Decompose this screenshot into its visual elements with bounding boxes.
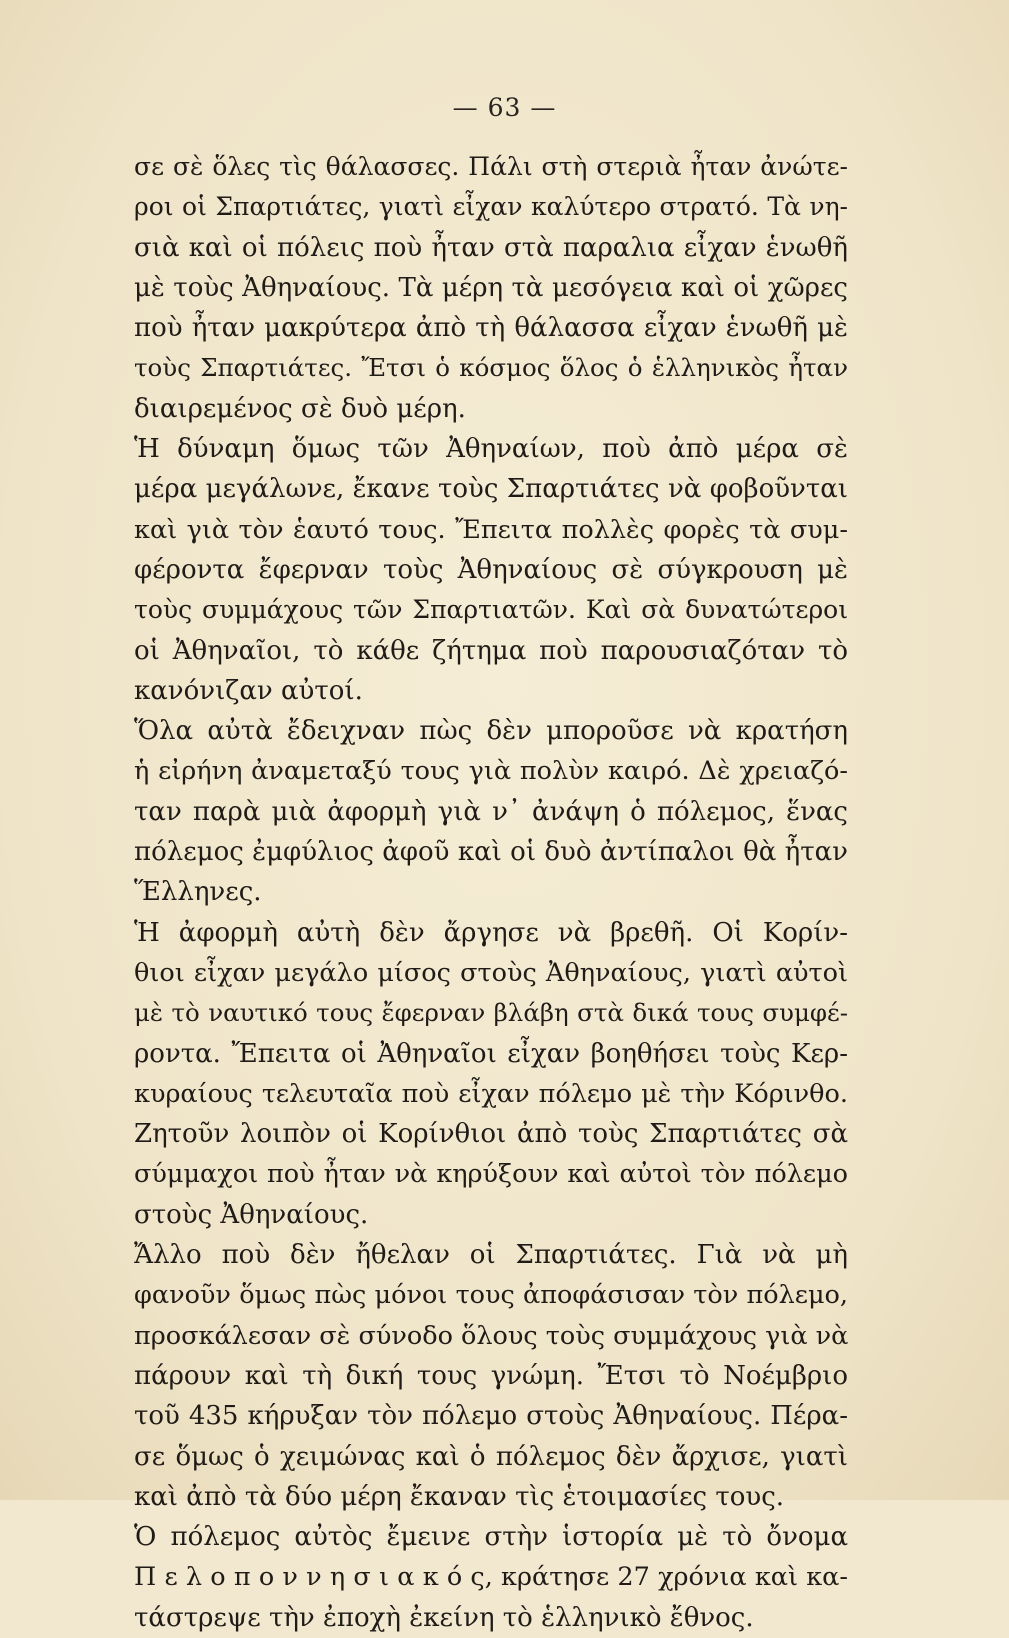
text-line: ταν παρὰ μιὰ ἀφορμὴ γιὰ ν᾽ ἀνάψη ὁ πόλεμος, ἕνας (134, 796, 848, 827)
text-line: πόλεμος ἐμφύλιος ἀφοῦ καὶ οἱ δυὸ ἀντίπαλοι θὰ ἦταν (134, 837, 848, 868)
text-line: μέρα μεγάλωνε, ἔκανε τοὺς Σπαρτιάτες νὰ φοβοῦνται (134, 474, 848, 505)
text-line: ποὺ ἦταν μακρύτερα ἀπὸ τὴ θάλασσα εἶχαν ἑνωθῆ μὲ (134, 313, 848, 344)
text-line: διαιρεμένος σὲ δυὸ μέρη. (134, 393, 466, 424)
text-line: τοὺς συμμάχους τῶν Σπαρτιατῶν. Καὶ σὰ δυνατώτεροι (134, 595, 848, 625)
text-line: τοῦ 435 κήρυξαν τὸν πόλεμο στοὺς Ἀθηναίους. Πέρα- (134, 1401, 848, 1432)
text-line: Ἡ δύναμη ὅμως τῶν Ἀθηναίων, ποὺ ἀπὸ μέρα σὲ (134, 434, 848, 465)
text-line: φανοῦν ὅμως πὼς μόνοι τους ἀποφάσισαν τὸν πόλεμο, (134, 1280, 848, 1311)
text-line: ἡ εἰρήνη ἀναμεταξύ τους γιὰ πολὺν καιρό. Δὲ χρειαζό- (134, 756, 848, 787)
text-line: τοὺς Σπαρτιάτες. Ἔτσι ὁ κόσμος ὅλος ὁ ἑλληνικὸς ἦταν (134, 353, 848, 383)
text-line: καὶ γιὰ τὸν ἑαυτό τους. Ἔπειτα πολλὲς φορὲς τὰ συμ- (134, 514, 848, 545)
text-line: μὲ τοὺς Ἀθηναίους. Τὰ μέρη τὰ μεσόγεια καὶ οἱ χῶρες (134, 272, 848, 303)
text-line: φέροντα ἔφερναν τοὺς Ἀθηναίους σὲ σύγκρουση μὲ (134, 554, 848, 585)
text-line: σε ὅμως ὁ χειμώνας καὶ ὁ πόλεμος δὲν ἄρχισε, γιατὶ (134, 1441, 848, 1472)
text-line: κυραίους τελευταῖα ποὺ εἶχαν πόλεμο μὲ τὴν Κόρινθο. (134, 1078, 848, 1109)
text-line: καὶ ἀπὸ τὰ δύο μέρη ἔκαναν τὶς ἑτοιμασίες τους. (134, 1481, 785, 1512)
text-line: προσκάλεσαν σὲ σύνοδο ὅλους τοὺς συμμάχους γιὰ νὰ (134, 1320, 849, 1351)
text-line: Ὅλα αὐτὰ ἔδειχναν πὼς δὲν μποροῦσε νὰ κρατήση (134, 716, 848, 747)
text-line: σύμμαχοι ποὺ ἦταν νὰ κηρύξουν καὶ αὐτοὶ τὸν πόλεμο (134, 1159, 848, 1190)
text-line: πάρουν καὶ τὴ δική τους γνώμη. Ἔτσι τὸ Νοέμβριο (134, 1360, 848, 1391)
text-line: τάστρεψε τὴν ἐποχὴ ἐκείνη τὸ ἑλληνικὸ ἔθνος. (134, 1602, 754, 1633)
text-line: Ἡ ἀφορμὴ αὐτὴ δὲν ἄργησε νὰ βρεθῆ. Οἱ Κορίν- (134, 917, 848, 948)
text-line: οἱ Ἀθηναῖοι, τὸ κάθε ζήτημα ποὺ παρουσιαζόταν τὸ (134, 635, 848, 666)
text-line: Ζητοῦν λοιπὸν οἱ Κορίνθιοι ἀπὸ τοὺς Σπαρτιάτες σὰ (134, 1119, 848, 1150)
text-line: μὲ τὸ ναυτικό τους ἔφερναν βλάβη στὰ δικά τους συμφέ- (134, 998, 848, 1028)
text-line: ροι οἱ Σπαρτιάτες, γιατὶ εἶχαν καλύτερο στρατό. Τὰ νη- (134, 192, 848, 222)
text-line: στοὺς Ἀθηναίους. (134, 1199, 369, 1230)
text-line: θιοι εἶχαν μεγάλο μίσος στοὺς Ἀθηναίους, γιατὶ αὐτοὶ (134, 957, 848, 988)
text-line: Π ε λ ο π ο ν ν η σ ι α κ ό ς, κράτησε 27 χρόνια καὶ κα- (134, 1562, 848, 1593)
text-line: Ὁ πόλεμος αὐτὸς ἔμεινε στὴν ἱστορία μὲ τὸ ὄνομα (134, 1522, 848, 1553)
text-line: Ἕλληνες. (134, 877, 262, 908)
body-text (134, 147, 848, 1638)
text-line: κανόνιζαν αὐτοί. (134, 675, 363, 706)
text-line: σε σὲ ὅλες τὶς θάλασσες. Πάλι στὴ στεριὰ ἦταν ἀνώτε- (134, 152, 848, 181)
page-number: — 63 — (452, 93, 557, 122)
text-line: ροντα. Ἔπειτα οἱ Ἀθηναῖοι εἶχαν βοηθήσει τοὺς Κερ- (134, 1038, 848, 1069)
text-line: σιὰ καὶ οἱ πόλεις ποὺ ἦταν στὰ παραλια εἶχαν ἑνωθῆ (134, 232, 848, 263)
text-line: Ἄλλο ποὺ δὲν ἤθελαν οἱ Σπαρτιάτες. Γιὰ νὰ μὴ (134, 1240, 848, 1271)
